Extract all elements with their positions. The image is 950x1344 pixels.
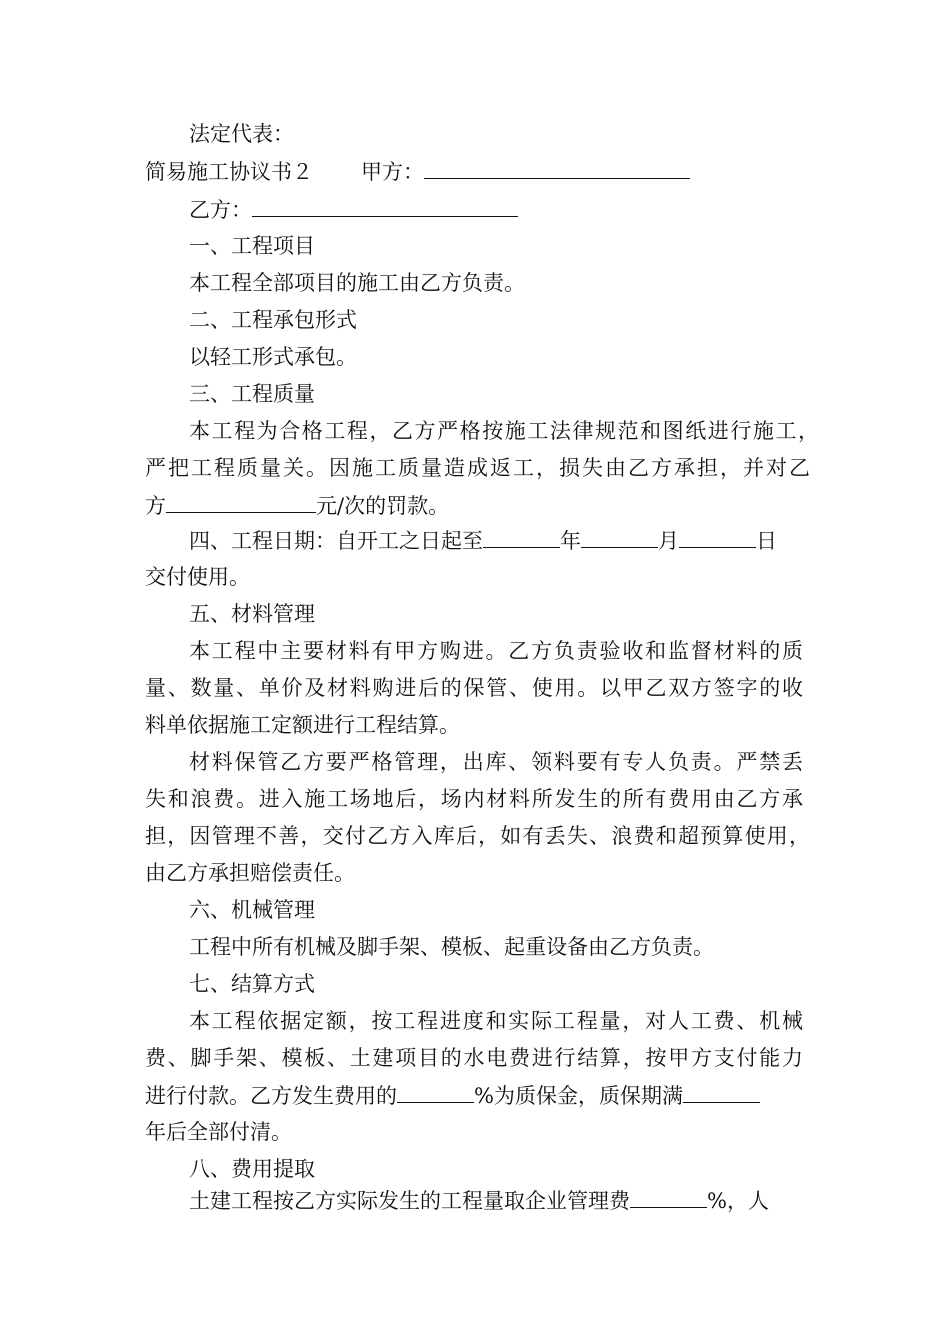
day-label: 日 xyxy=(756,529,777,553)
section-2-text: 以轻工形式承包。 xyxy=(189,345,357,369)
month-label: 月 xyxy=(658,529,679,553)
legal-rep-line xyxy=(145,116,854,153)
section-1-text: 本工程全部项目的施工由乙方负责。 xyxy=(189,271,525,295)
section-3-text-b: 元/次的罚款。 xyxy=(316,494,450,518)
penalty-amount-blank[interactable] xyxy=(166,487,316,513)
section-7-line-2: 费、脚手架、模板、土建项目的水电费进行结算，按甲方支付能力 xyxy=(145,1046,803,1070)
section-5-p2-line-3: 担，因管理不善，交付乙方入库后，如有丢失、浪费和超预算使用， xyxy=(145,824,810,848)
party-a-label: 甲方： xyxy=(361,160,424,184)
title-party-a-line xyxy=(145,153,810,190)
section-7-line-4: 年后全部付清。 xyxy=(145,1120,292,1144)
month-blank[interactable] xyxy=(581,522,658,548)
section-7-line-1: 本工程依据定额，按工程进度和实际工程量，对人工费、机械 xyxy=(189,1009,803,1033)
section-4-line-2: 交付使用。 xyxy=(145,565,250,589)
warranty-percent-blank[interactable] xyxy=(397,1077,474,1103)
legal-rep-label: 法定代表： xyxy=(189,122,294,146)
section-6-heading: 六、机械管理 xyxy=(189,898,315,922)
year-blank[interactable] xyxy=(483,522,560,548)
section-7-heading: 七、结算方式 xyxy=(189,972,315,996)
section-8-heading: 八、费用提取 xyxy=(189,1157,315,1181)
section-7-line-3 xyxy=(145,1077,810,1114)
section-5-p2-line-4: 由乙方承担赔偿责任。 xyxy=(145,861,355,885)
section-2-heading: 二、工程承包形式 xyxy=(189,308,357,332)
section-5-heading: 五、材料管理 xyxy=(189,602,315,626)
section-3-line-2: 严把工程质量关。因施工质量造成返工，损失由乙方承担，并对乙 xyxy=(145,456,810,480)
section-5-p1-line-1: 本工程中主要材料有甲方购进。乙方负责验收和监督材料的质 xyxy=(189,639,803,663)
party-b-line xyxy=(145,191,854,228)
section-4-line-1 xyxy=(145,522,854,559)
section-3-heading: 三、工程质量 xyxy=(189,382,315,406)
section-5-p1-line-2: 量、数量、单价及材料购进后的保管、使用。以甲乙双方签字的收 xyxy=(145,676,803,700)
document-title: 简易施工协议书２ xyxy=(145,160,313,184)
section-4-text: 四、工程日期：自开工之日起至 xyxy=(189,529,483,553)
warranty-years-blank[interactable] xyxy=(683,1077,760,1103)
section-6-text: 工程中所有机械及脚手架、模板、起重设备由乙方负责。 xyxy=(189,935,714,959)
section-8-text-a: 土建工程按乙方实际发生的工程量取企业管理费 xyxy=(189,1189,630,1213)
party-a-blank[interactable] xyxy=(424,153,690,179)
party-b-blank[interactable] xyxy=(252,191,518,217)
year-label: 年 xyxy=(560,529,581,553)
section-3-line-3 xyxy=(145,487,810,524)
section-1-heading: 一、工程项目 xyxy=(189,234,315,258)
section-7-text-a: 进行付款。乙方发生费用的 xyxy=(145,1084,397,1108)
section-7-text-b: %为质保金，质保期满 xyxy=(474,1084,683,1108)
section-5-p1-line-3: 料单依据施工定额进行工程结算。 xyxy=(145,713,460,737)
party-b-label: 乙方： xyxy=(189,198,252,222)
section-3-text-a: 方 xyxy=(145,494,166,518)
section-8-line-1 xyxy=(145,1182,854,1219)
day-blank[interactable] xyxy=(679,522,756,548)
section-8-text-b: %，人 xyxy=(707,1189,769,1213)
management-fee-blank[interactable] xyxy=(630,1182,707,1208)
section-5-p2-line-1: 材料保管乙方要严格管理，出库、领料要有专人负责。严禁丢 xyxy=(189,750,803,774)
section-3-line-1: 本工程为合格工程，乙方严格按施工法律规范和图纸进行施工， xyxy=(189,419,819,443)
section-5-p2-line-2: 失和浪费。进入施工场地后，场内材料所发生的所有费用由乙方承 xyxy=(145,787,803,811)
